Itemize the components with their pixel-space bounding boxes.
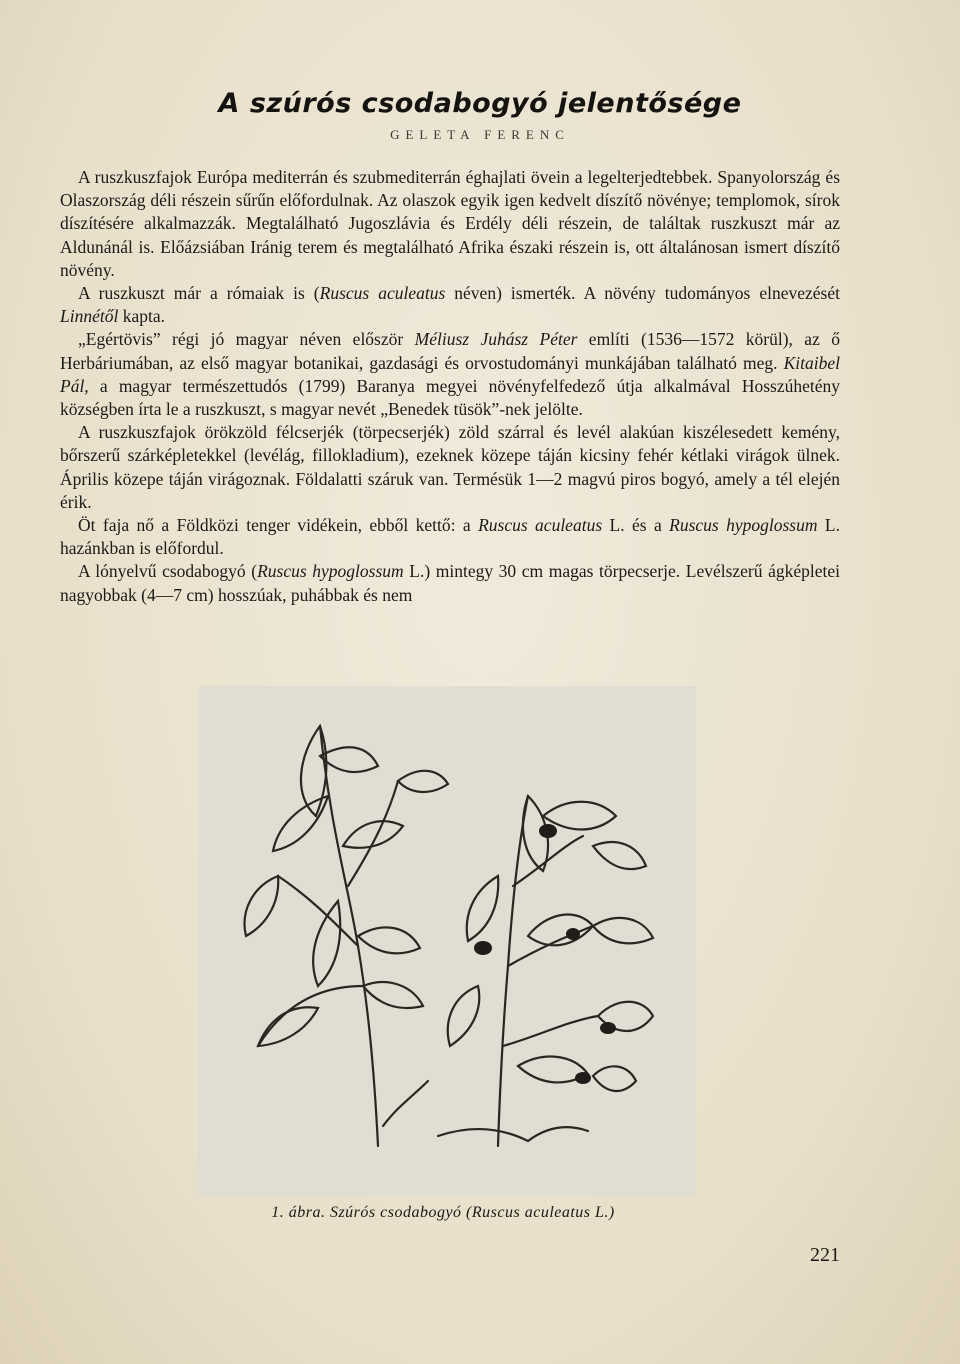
paragraph-3: „Egértövis” régi jó magyar néven először Méliusz Juhász Péter említi (1536—1572 körül), az ő Herbáriumában, az első magyar botanikai, gazdasági és orvostudományi munkájában található meg. Kitaibel Pál, a magyar természettudós (1799) Baranya megyei növényfelfedező útja alkalmával Hosszúhetény községben írta le a ruszkuszt, s magyar nevét „Benedek tüsök”-nek jelölte. bbox=[60, 329, 840, 420]
paragraph-2: A ruszkuszt már a rómaiak is (Ruscus aculeatus néven) ismerték. A növény tudományos elnevezését Linnétől kapta. bbox=[60, 283, 840, 327]
paragraph-4: A ruszkuszfajok örökzöld félcserjék (törpecserjék) zöld szárral és levél alakúan kiszélesedett kemény, bőrszerű szárképletekkel (levélág, fillokladium), ezeknek közepe táján kicsiny fehér kétlaki virágok ülnek. Április közepe táján virágoznak. Földalatti száruk van. Termésük 1—2 magvú piros bogyó, amely a tél elején érik. bbox=[60, 422, 840, 512]
paragraph-6: A lónyelvű csodabogyó (Ruscus hypoglossum L.) mintegy 30 cm magas törpecserje. Levélszerű ágképletei nagyobbak (4—7 cm) hosszúak, puhábbak és nem bbox=[60, 561, 841, 605]
article-body bbox=[60, 166, 840, 607]
figure-caption: 1. ábra. Szúrós csodabogyó (Ruscus aculeatus L.) bbox=[271, 1204, 615, 1221]
article-author: GELETA FERENC bbox=[390, 127, 570, 142]
article-title: A szúrós csodabogyó jelentősége bbox=[218, 88, 742, 119]
paragraph-1: A ruszkuszfajok Európa mediterrán és szubmediterrán éghajlati övein a legelterjedtebbek. Spanyolország és Olaszország déli részein sűrűn előfordulnak. Az olaszok egyik igen kedvelt díszítő növénye; templomok, sírok díszítésére alkalmazzák. Megtalálható Jugoszlávia és Erdély déli részein, de találtak ruszkuszt már az Aldunánál is. Előázsiában Iránig terem és megtalálható Afrika északi részein is, ott általánosan ismert díszítő növény. bbox=[60, 167, 840, 280]
page-number: 221 bbox=[810, 1244, 840, 1266]
paragraph-5: Öt faja nő a Földközi tenger vidékein, ebből kettő: a Ruscus aculeatus L. és a Ruscus hypoglossum L. hazánkban is előfordul. bbox=[60, 515, 840, 559]
plant-illustration bbox=[198, 686, 696, 1196]
plant-drawing bbox=[198, 686, 696, 1196]
